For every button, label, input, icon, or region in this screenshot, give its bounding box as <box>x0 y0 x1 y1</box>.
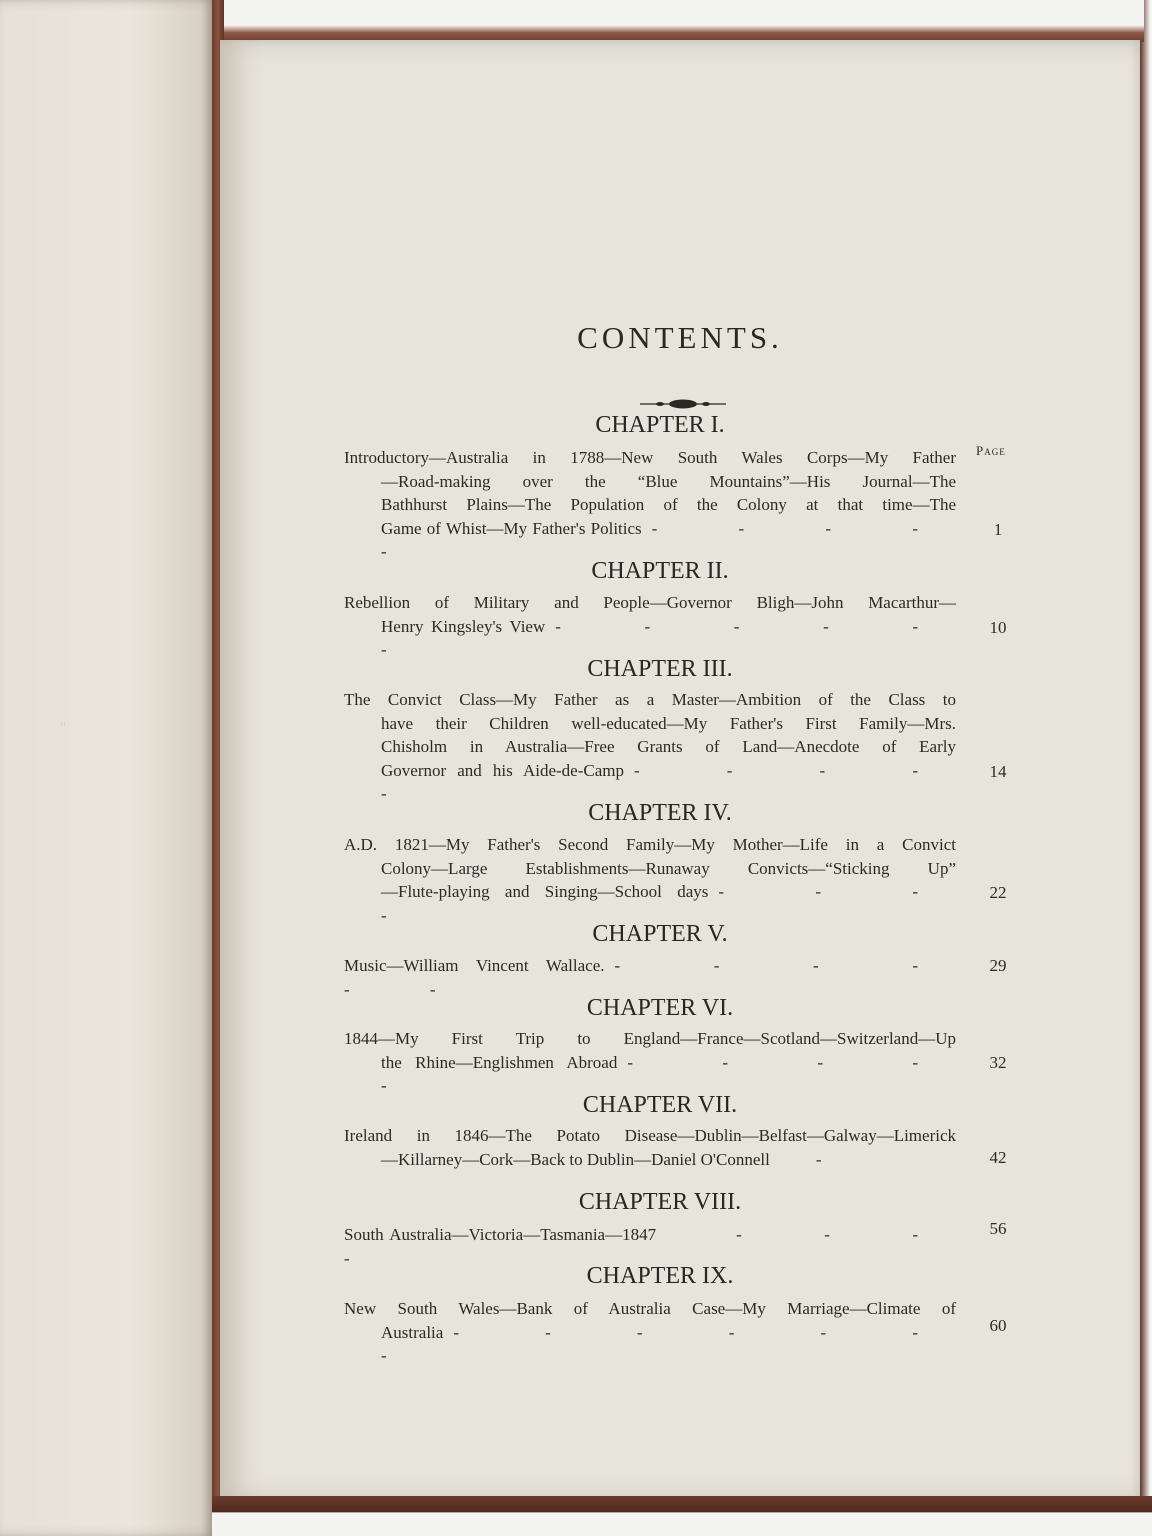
entry-line: Colony—Large Establishments—Runaway Convicts—“Sticking Up” <box>381 858 956 878</box>
entry-line: Introductory—Australia in 1788—New South Wales Corps—My Father <box>344 448 956 467</box>
page-number: 1 <box>993 520 1003 539</box>
entry-line: Bathhurst Plains—The Population of the Colony at that time—The <box>381 495 956 514</box>
entry-line-last <box>344 880 956 927</box>
entry-line-last <box>344 615 956 662</box>
entry-line: A.D. 1821—My Father's Second Family—My Mother—Life in a Convict <box>344 835 956 854</box>
entry-line-text: Music—William Vincent Wallace. <box>344 956 605 975</box>
page-number: 29 <box>989 956 1007 975</box>
entry-line: 1844—My First Trip to England—France—Scotland—Switzerland—Up <box>344 1029 956 1048</box>
page-number: 14 <box>989 762 1007 781</box>
chapter-entry <box>344 591 956 662</box>
entry-line-text: the Rhine—Englishmen Abroad <box>381 1052 618 1072</box>
leader-dots: - - - - - - <box>381 616 956 659</box>
entry-line-last <box>344 1148 956 1172</box>
entry-line-last <box>344 954 956 1001</box>
entry-line-last <box>344 759 956 806</box>
page-number: 42 <box>989 1148 1007 1167</box>
page-number: 60 <box>989 1316 1007 1335</box>
chapter-heading: CHAPTER V. <box>592 921 728 947</box>
left-page <box>0 0 218 1536</box>
page-number: 56 <box>989 1219 1007 1238</box>
chapter-entry <box>344 1124 956 1171</box>
book-bottom-edge <box>212 1496 1152 1536</box>
entry-line-text: —Killarney—Cork—Back to Dublin—Daniel O'Connell <box>381 1149 770 1169</box>
chapter-entry <box>344 688 956 806</box>
entry-line: The Convict Class—My Father as a Master—Ambition of the Class to <box>344 690 956 709</box>
leader-dots: - <box>815 1149 860 1169</box>
contents-page <box>220 40 1140 1500</box>
page-column-label: Page <box>976 443 1006 458</box>
chapter-heading: CHAPTER VIII. <box>578 1189 742 1215</box>
entry-line-text: Australia <box>381 1322 444 1342</box>
leader-dots: - - - - - <box>381 1052 956 1095</box>
entry-line-last <box>344 517 956 564</box>
entry-line: —Road-making over the “Blue Mountains”—His Journal—The <box>381 471 956 491</box>
entry-line-last <box>344 1051 956 1098</box>
page-number: 10 <box>989 618 1007 637</box>
chapter-entry <box>344 446 956 564</box>
entry-line-text: Game of Whist—My Father's Politics <box>381 518 642 538</box>
chapter-entry <box>344 833 956 927</box>
entry-line-text: —Flute-playing and Singing—School days <box>381 882 709 901</box>
entry-line: New South Wales—Bank of Australia Case—My Marriage—Climate of <box>344 1299 956 1318</box>
entry-line: Chisholm in Australia—Free Grants of Land—Anecdote of Early <box>381 737 956 756</box>
chapter-entry <box>344 1027 956 1098</box>
leader-dots: - - - - - - <box>344 956 956 999</box>
entry-line: have their Children well-educated—My Father's First Family—Mrs. <box>381 713 956 733</box>
entry-line: Ireland in 1846—The Potato Disease—Dublin—Belfast—Galway—Limerick <box>344 1126 956 1145</box>
page-number: 32 <box>989 1053 1007 1072</box>
chapter-heading: CHAPTER VII. <box>582 1092 738 1118</box>
entry-line-text: Governor and his Aide-de-Camp <box>381 760 624 780</box>
page-number: 22 <box>989 883 1007 902</box>
leader-dots: - - - - - - - <box>381 1322 956 1365</box>
book-top-edge <box>214 0 1144 42</box>
chapter-heading: CHAPTER III. <box>587 656 733 682</box>
title-ornament-icon <box>638 396 728 412</box>
chapter-heading: CHAPTER IV. <box>588 800 732 826</box>
chapter-heading: CHAPTER IX. <box>586 1263 734 1289</box>
bleed-through-text: " <box>60 720 67 736</box>
entry-line-text: South Australia—Victoria—Tasmania—1847 <box>344 1225 657 1244</box>
chapter-heading: CHAPTER II. <box>591 558 729 584</box>
page-title: CONTENTS. <box>577 320 783 355</box>
entry-line: Rebellion of Military and People—Governor Bligh—John Macarthur— <box>344 593 956 612</box>
chapter-entry <box>344 954 956 1001</box>
leader-dots: - - - - - <box>381 760 956 803</box>
chapter-heading: CHAPTER VI. <box>586 995 734 1021</box>
leader-dots: - - - - <box>344 1225 956 1268</box>
chapter-entry <box>344 1297 956 1368</box>
entry-line-text: Henry Kingsley's View <box>381 616 546 636</box>
entry-line-last <box>344 1321 956 1368</box>
leader-dots: - - - - - <box>381 518 956 561</box>
leader-dots: - - - - <box>381 882 957 925</box>
chapter-heading: CHAPTER I. <box>595 412 725 438</box>
